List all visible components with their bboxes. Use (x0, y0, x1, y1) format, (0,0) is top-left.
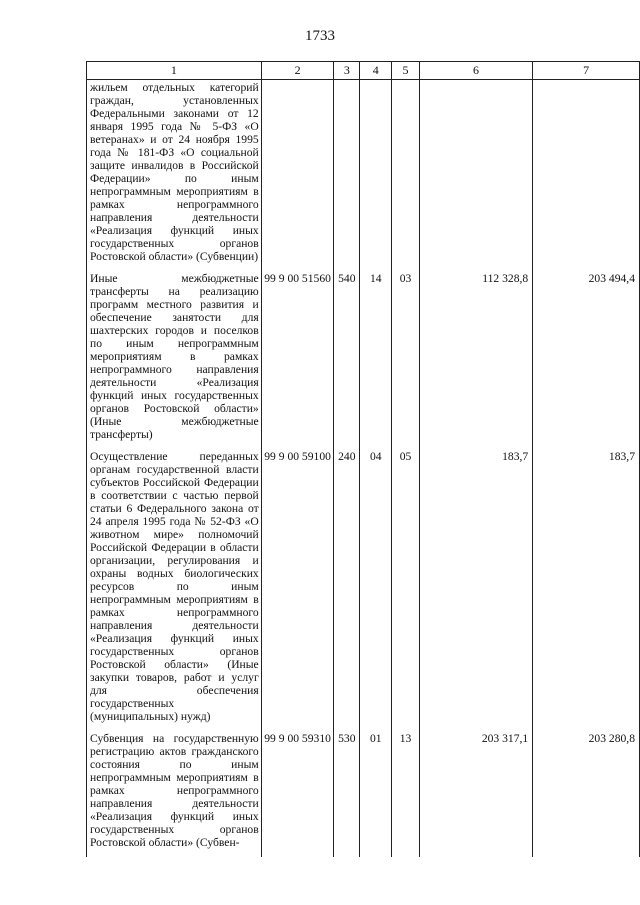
table-row (87, 80, 640, 272)
column-header: 4 (360, 62, 392, 80)
column-header: 1 (87, 62, 262, 80)
column-header: 5 (392, 62, 419, 80)
amount-year-2 (533, 80, 640, 272)
header-row (87, 62, 640, 80)
classification-code: 99 9 00 59100 (261, 449, 334, 731)
column-header: 7 (533, 62, 640, 80)
amount-year-1 (419, 80, 532, 272)
expense-type: 530 (334, 731, 360, 857)
row-description: Субвенция на государственную регистрацию актов гражданского состояния по иным непрограммным мероприятиям в рамках непрограммного направления деятельности «Реализация функций иных государственных органов Ростовской области» (Субвен- (87, 731, 262, 857)
column-header: 6 (419, 62, 532, 80)
expense-type: 540 (334, 271, 360, 449)
subsection-code (392, 80, 419, 272)
amount-year-1: 112 328,8 (419, 271, 532, 449)
classification-code: 99 9 00 59310 (261, 731, 334, 857)
amount-year-2: 183,7 (533, 449, 640, 731)
amount-year-2: 203 494,4 (533, 271, 640, 449)
amount-year-1: 203 317,1 (419, 731, 532, 857)
expense-type (334, 80, 360, 272)
amount-year-1: 183,7 (419, 449, 532, 731)
subsection-code: 05 (392, 449, 419, 731)
section-code: 01 (360, 731, 392, 857)
section-code: 04 (360, 449, 392, 731)
table-row (87, 449, 640, 731)
table-row (87, 271, 640, 449)
column-header: 3 (334, 62, 360, 80)
row-description: Осуществление переданных органам государственной власти субъектов Российской Федерации в соответствии с частью первой статьи 6 Федерального закона от 24 апреля 1995 года № 52-ФЗ «О животном мире» полномочий Российской Федерации в области организации, регулирования и охраны водных биологических ресурсов по иным непрограммным мероприятиям в рамках непрограммного направления деятельности «Реализация функций иных государственных органов Ростовской области» (Иные закупки товаров, работ и услуг для обеспечения государственных (муниципальных) нужд) (87, 449, 262, 731)
table-row (87, 731, 640, 857)
page-number: 1733 (305, 28, 335, 44)
column-header: 2 (261, 62, 334, 80)
row-description: Иные межбюджетные трансферты на реализацию программ местного развития и обеспечение занятости для шахтерских городов и поселков по иным непрограммным мероприятиям в рамках непрограммного направления деятельности «Реализация функций иных государственных органов Ростовской области» (Иные межбюджетные трансферты) (87, 271, 262, 449)
budget-table (86, 61, 640, 857)
section-code: 14 (360, 271, 392, 449)
subsection-code: 13 (392, 731, 419, 857)
classification-code: 99 9 00 51560 (261, 271, 334, 449)
amount-year-2: 203 280,8 (533, 731, 640, 857)
classification-code (261, 80, 334, 272)
section-code (360, 80, 392, 272)
row-description: жильем отдельных категорий граждан, установленных Федеральными законами от 12 января 1995 года № 5-ФЗ «О ветеранах» и от 24 ноября 1995 года № 181-ФЗ «О социальной защите инвалидов в Российской Федерации» по иным непрограммным мероприятиям в рамках непрограммного направления деятельности «Реализация функций иных государственных органов Ростовской области» (Субвенции) (87, 80, 262, 272)
expense-type: 240 (334, 449, 360, 731)
subsection-code: 03 (392, 271, 419, 449)
